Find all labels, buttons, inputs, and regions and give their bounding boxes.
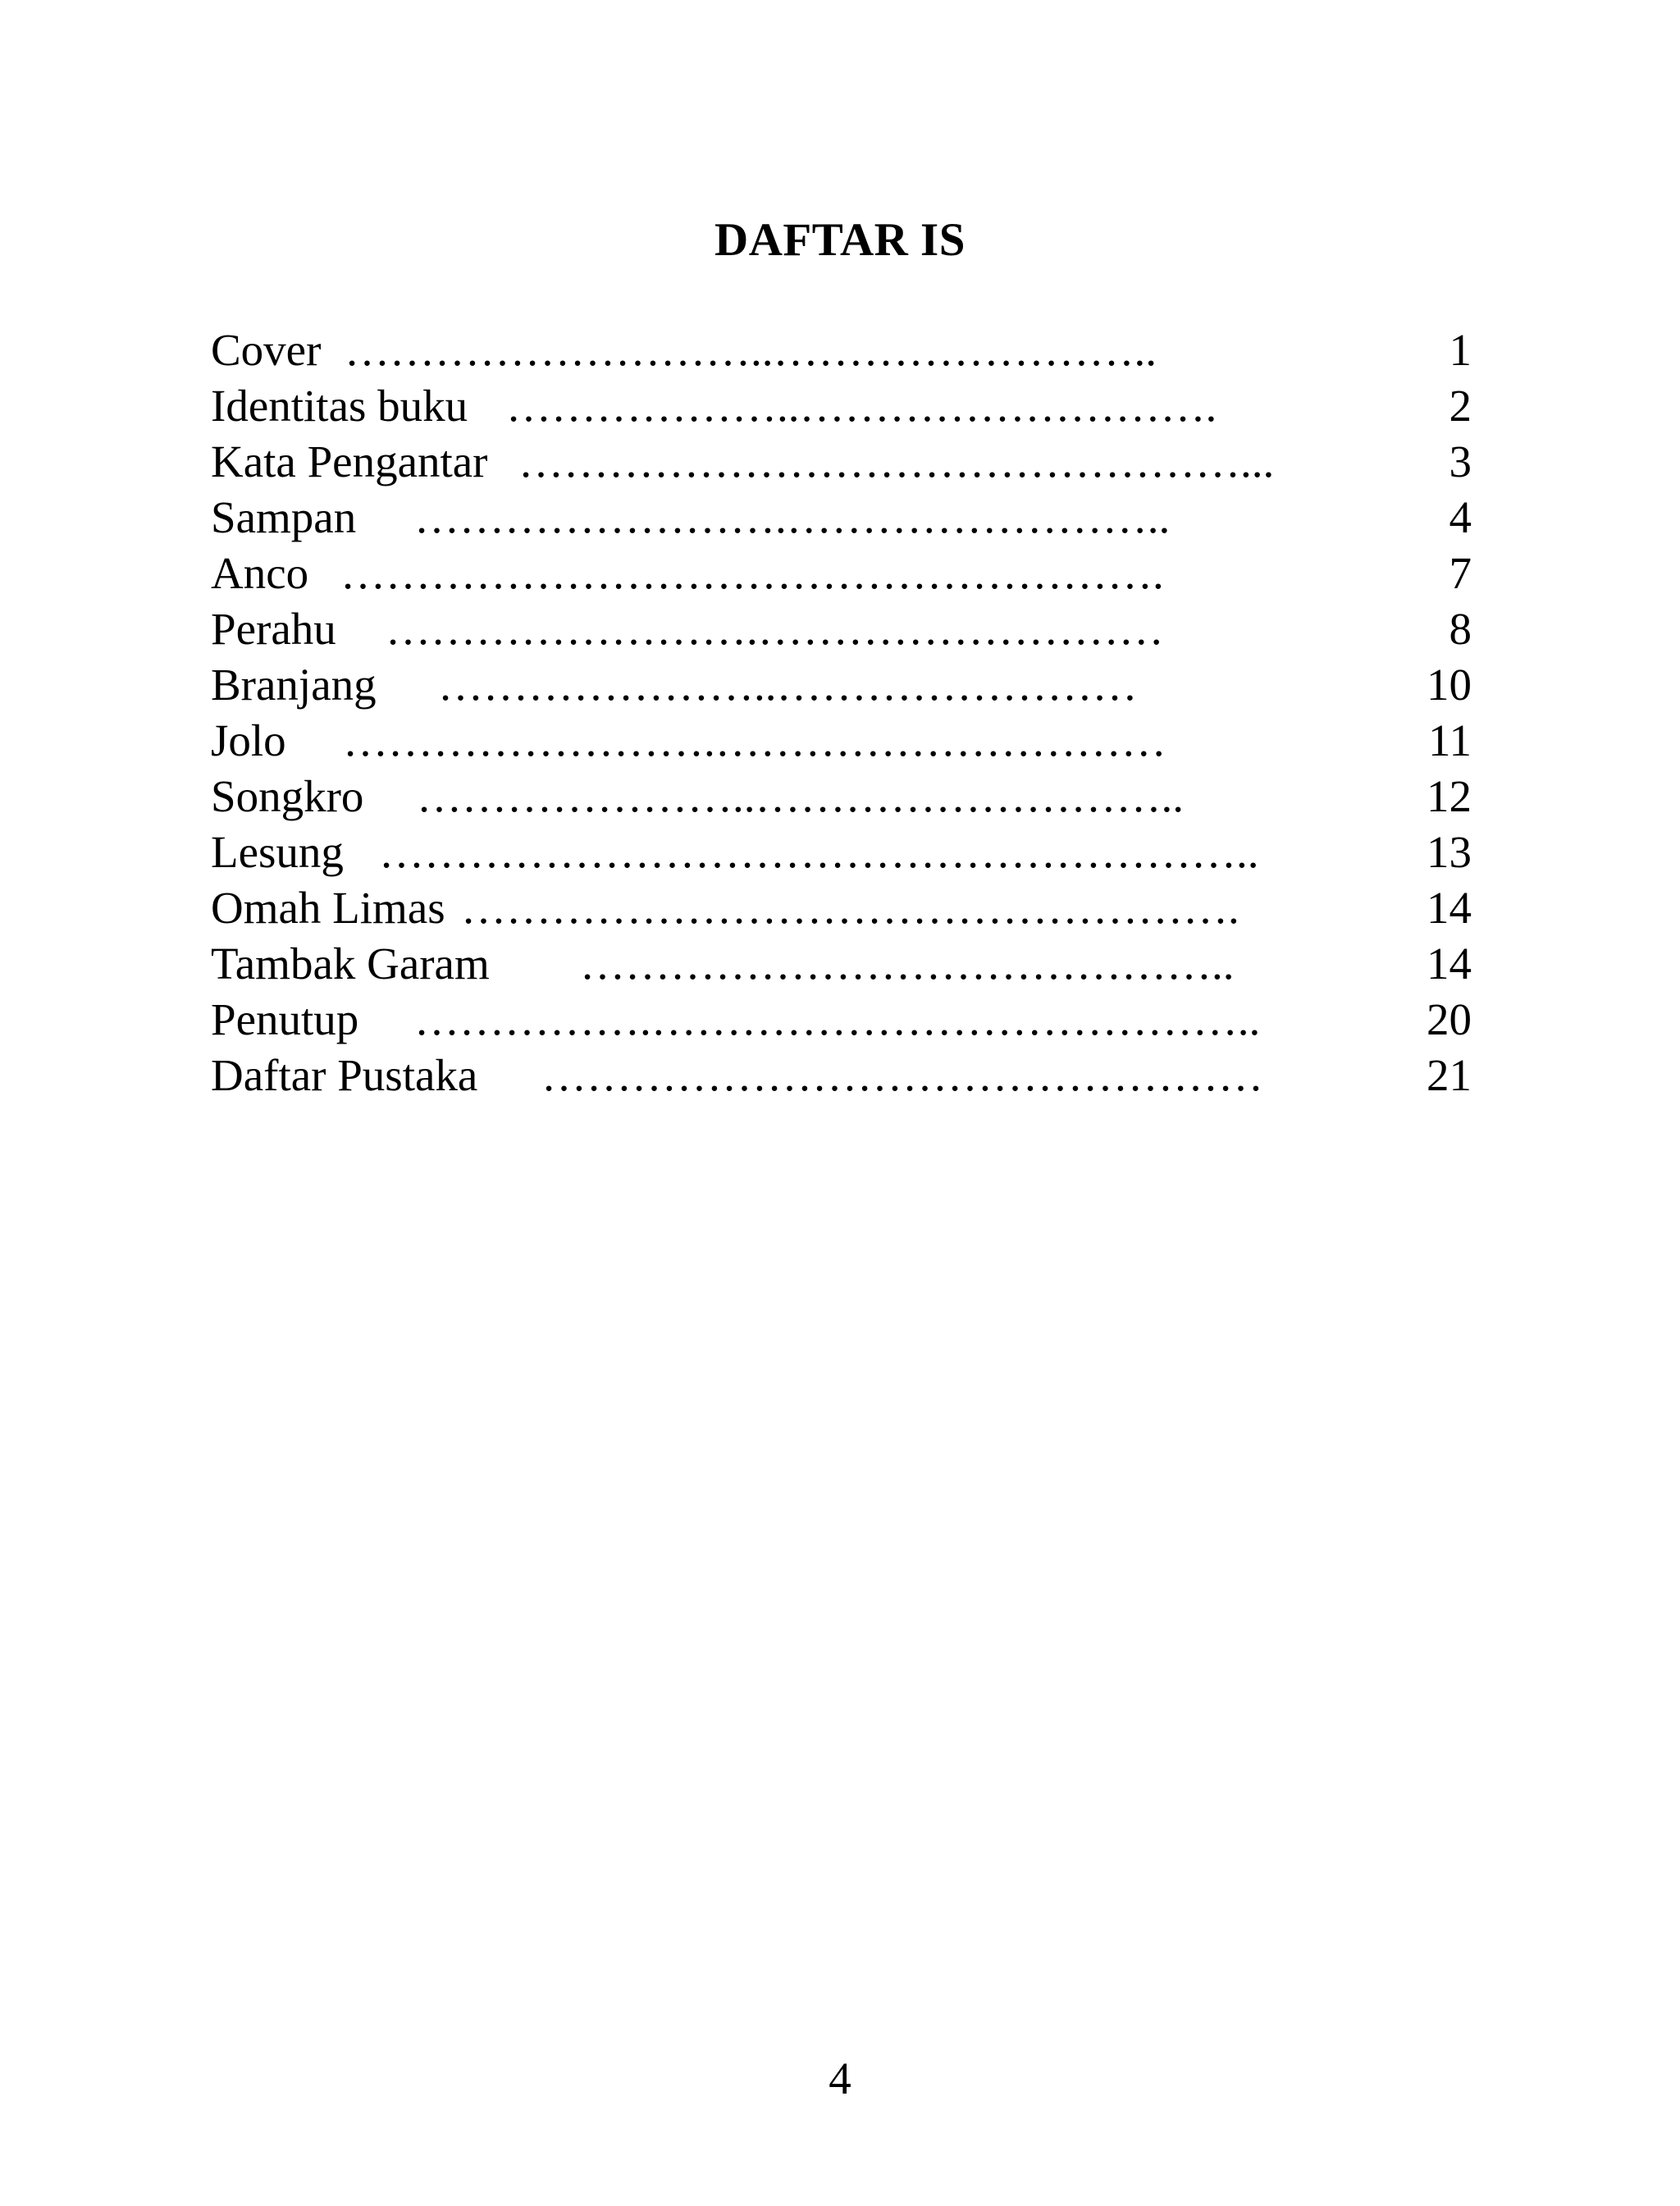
toc-entry-label: Branjang <box>211 660 377 710</box>
toc-entry-label: Anco <box>211 548 309 598</box>
toc-entry <box>0 657 1680 713</box>
toc-entry-page: 10 <box>1427 660 1472 710</box>
toc-entry-page: 3 <box>1449 436 1472 486</box>
toc-entry-label: Cover <box>211 325 322 375</box>
toc-entry-label: Daftar Pustaka <box>211 1050 478 1100</box>
toc-entry-label: Sampan <box>211 492 357 542</box>
toc-entry <box>0 824 1680 880</box>
toc-entry <box>0 769 1680 824</box>
toc-entry-label: Kata Pengantar <box>211 436 488 486</box>
toc-entry-label: Lesung <box>211 827 344 877</box>
toc-leader-dots: …………………….……………………… <box>386 604 1164 654</box>
toc-entry-page: 11 <box>1428 715 1472 765</box>
toc-entry-page: 20 <box>1427 994 1472 1044</box>
toc-entry <box>0 434 1680 490</box>
toc-entry <box>0 880 1680 936</box>
toc-leader-dots: …………………..…………………… <box>438 660 1138 710</box>
toc-leader-dots: ……………………………………………. <box>461 883 1239 933</box>
toc-entry-page: 12 <box>1427 771 1472 821</box>
toc-entry <box>0 601 1680 657</box>
toc-leader-dots: ………………………..…………………….. <box>345 325 1157 375</box>
toc-leader-dots: …………………………………….. <box>580 939 1235 989</box>
toc-entry <box>0 936 1680 992</box>
toc-entry-page: 7 <box>1449 548 1472 598</box>
toc-leader-dots: ………………..………………………. <box>506 381 1217 431</box>
toc-entry-label: Tambak Garam <box>211 939 490 989</box>
toc-leader-dots: …………………….………………………… <box>343 715 1166 765</box>
toc-entry-label: Perahu <box>211 604 336 654</box>
toc-entry <box>0 322 1680 378</box>
toc-entry-label: Jolo <box>211 715 286 765</box>
toc-entry-label: Omah Limas <box>211 883 445 933</box>
toc-entry-page: 21 <box>1427 1050 1472 1100</box>
toc-entry <box>0 546 1680 601</box>
toc-entry <box>0 1048 1680 1103</box>
page-title: DAFTAR IS <box>714 214 966 266</box>
toc-leader-dots: …………………………………………... <box>518 436 1275 486</box>
toc-leader-dots: ………………………………………………. <box>340 548 1164 598</box>
toc-leader-dots: …………………..……………………….. <box>417 771 1184 821</box>
toc-entry-page: 14 <box>1427 883 1472 933</box>
toc-entry <box>0 490 1680 546</box>
toc-leader-dots: ………………………………………………….. <box>379 827 1259 877</box>
toc-entry-label: Penutup <box>211 994 359 1044</box>
page-number: 4 <box>829 2053 851 2103</box>
toc-entry-page: 4 <box>1449 492 1472 542</box>
toc-entry-label: Songkro <box>211 771 364 821</box>
toc-entry-page: 1 <box>1449 325 1472 375</box>
toc-entry-label: Identitas buku <box>211 381 468 431</box>
toc-leader-dots: ………………………………………… <box>541 1050 1263 1100</box>
toc-entry-page: 2 <box>1449 381 1472 431</box>
toc-entry <box>0 992 1680 1048</box>
toc-entry-page: 14 <box>1427 939 1472 989</box>
toc-leader-dots: …………………….…………………….. <box>414 492 1171 542</box>
toc-entry <box>0 378 1680 434</box>
toc-entry-page: 8 <box>1449 604 1472 654</box>
toc-entry-page: 13 <box>1427 827 1472 877</box>
toc-entry <box>0 713 1680 769</box>
toc-leader-dots: …………….………………………………….. <box>414 994 1261 1044</box>
